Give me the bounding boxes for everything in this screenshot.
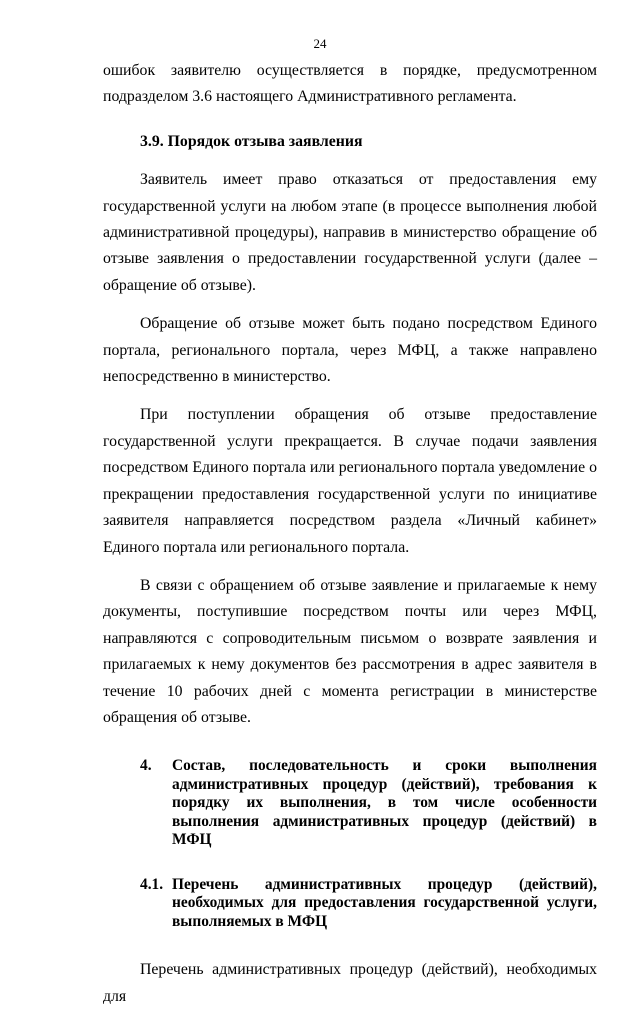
paragraph-continuation: ошибок заявителю осуществляется в порядке, предусмотренном подразделом 3.6 настоящего Административного регламента.: [103, 62, 597, 106]
section-number: 4.: [140, 757, 152, 775]
section-heading-4-1: [103, 876, 597, 932]
section-number: 4.1.: [140, 875, 164, 893]
document-body: [103, 58, 597, 1010]
paragraph-document-return: В связи с обращением об отзыве заявление и прилагаемые к нему документы, поступившие посредством почты или через МФЦ, направляются с сопроводительным письмом о возврате заявления и прилагаемых к нему документов без рассмотрения в адрес заявителя в течение 10 рабочих дней с момента регистрации в министерстве обращения об отзыве.: [103, 576, 597, 726]
section-heading-3-9: 3.9. Порядок отзыва заявления: [140, 132, 363, 150]
section-title: Перечень административных процедур (действий), необходимых для предоставления государственной услуги, выполняемых в МФЦ: [172, 875, 597, 930]
paragraph-withdrawal-right: Заявитель имеет право отказаться от предоставления ему государственной услуги на любом этапе (в процессе выполнения любой административной процедуры), направив в министерство обращение об отзыве заявления о предоставлении государственной услуги (далее – обращение об отзыве).: [103, 171, 597, 294]
section-title: Состав, последовательность и сроки выполнения административных процедур (действий), требования к порядку их выполнения, в том числе особенности выполнения административных процедур (действий) в МФЦ: [172, 757, 597, 849]
paragraph-procedure-list: Перечень административных процедур (действий), необходимых для: [103, 961, 597, 1005]
section-heading-4: [103, 757, 597, 850]
page-number: 24: [313, 36, 327, 51]
paragraph-submission-channels: Обращение об отзыве может быть подано посредством Единого портала, регионального портала, через МФЦ, а также направлено непосредственно в министерство.: [103, 315, 597, 386]
paragraph-termination: При поступлении обращения об отзыве предоставление государственной услуги прекращается. В случае подачи заявления посредством Единого портала или регионального портала уведомление о прекращении предоставления государственной услуги по инициативе заявителя направляется посредством раздела «Личный кабинет» Единого портала или регионального портала.: [103, 406, 597, 556]
